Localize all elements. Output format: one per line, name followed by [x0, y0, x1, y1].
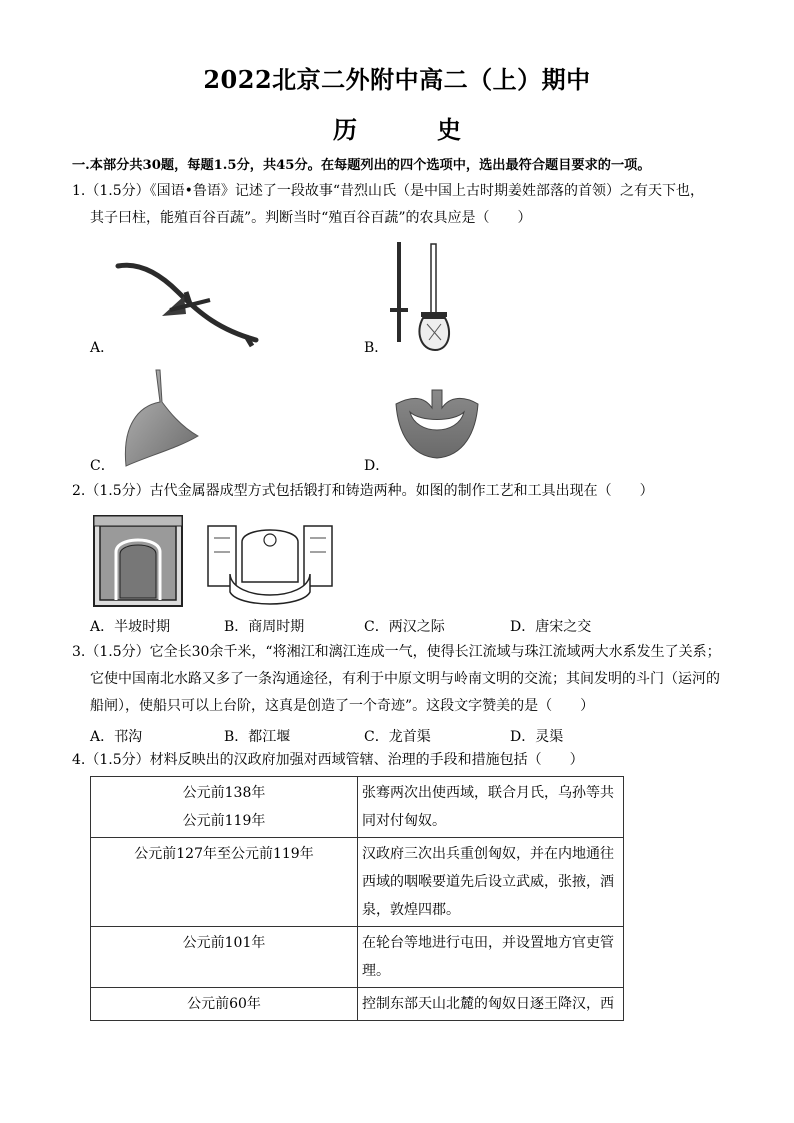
table-row — [91, 927, 624, 988]
question-4-text: 4.（1.5分）材料反映出的汉政府加强对西域管辖、治理的手段和措施包括（ ） — [72, 752, 584, 768]
question-4 — [72, 747, 732, 774]
table-row — [91, 838, 624, 927]
question-1 — [72, 178, 732, 232]
question-1-line-1: 1.（1.5分）《国语•鲁语》记述了一段故事“昔烈山氏（是中国上古时期姜姓部落的首领）之有天下也， — [72, 183, 705, 199]
date-cell: 公元前101年 — [91, 927, 358, 988]
event-cell: 张骞两次出使西域，联合月氏，乌孙等共同对付匈奴。 — [358, 777, 624, 838]
table-row — [91, 988, 624, 1021]
plough-image — [110, 252, 270, 352]
event-cell: 在轮台等地进行屯田，并设置地方官吏管理。 — [358, 927, 624, 988]
bronze-casting-image — [202, 512, 338, 610]
option-b[interactable]: B．商周时期 — [224, 619, 305, 635]
table-row — [91, 777, 624, 838]
dibble-image — [385, 240, 465, 355]
option-c[interactable]: C．龙首渠 — [364, 729, 431, 745]
question-2-options — [90, 616, 730, 636]
question-3-options — [90, 726, 730, 746]
question-3 — [72, 639, 732, 720]
event-cell: 控制东部天山北麓的匈奴日逐王降汉，西 — [358, 988, 624, 1021]
option-d-label: D． — [364, 458, 390, 474]
question-3-line-2: 它使中国南北水路又多了一条沟通途径，有利于中原文明与岭南文明的交流；其间发明的斗门（运河的 — [90, 671, 720, 687]
option-c[interactable]: C．两汉之际 — [364, 619, 445, 635]
option-a[interactable]: A．邗沟 — [90, 729, 143, 745]
date-cell: 公元前60年 — [91, 988, 358, 1021]
option-d[interactable]: D．唐宋之交 — [510, 619, 592, 635]
history-table — [90, 776, 624, 1021]
question-3-line-3: 船闸），使船只可以上台阶，这真是创造了一个奇迹”。这段文字赞美的是（ ） — [90, 698, 595, 714]
option-b[interactable]: B．都江堰 — [224, 729, 291, 745]
option-b-label: B． — [364, 340, 389, 356]
question-3-line-1: 3.（1.5分）它全长30余千米，“将湘江和漓江连成一气，使得长江流域与珠江流域两大水系发生了关系； — [72, 644, 721, 660]
date-cell: 公元前138年 公元前119年 — [91, 777, 358, 838]
question-2 — [72, 478, 732, 505]
casting-mould-image — [90, 512, 186, 610]
plough-share-image — [118, 366, 208, 470]
question-2-text: 2.（1.5分）古代金属器成型方式包括锻打和铸造两种。如图的制作工艺和工具出现在（ ） — [72, 483, 654, 499]
option-c-label: C． — [90, 458, 115, 474]
exam-title: 2022北京二外附中高二（上）期中 — [203, 65, 591, 94]
option-a[interactable]: A．半坡时期 — [90, 619, 171, 635]
section-instructions: 一.本部分共30题，每题1.5分，共45分。在每题列出的四个选项中，选出最符合题目要求的一项。 — [72, 158, 651, 173]
hoe-head-image — [392, 386, 482, 462]
option-a-label: A． — [90, 340, 115, 356]
exam-subject: 历 史 — [333, 115, 489, 144]
option-d[interactable]: D．灵渠 — [510, 729, 564, 745]
event-cell: 汉政府三次出兵重创匈奴，并在内地通往西域的咽喉要道先后设立武威，张掖，酒泉，敦煌四郡。 — [358, 838, 624, 927]
date-cell: 公元前127年至公元前119年 — [91, 838, 358, 927]
question-1-line-2: 其子曰柱，能殖百谷百蔬”。判断当时“殖百谷百蔬”的农具应是（ ） — [90, 210, 532, 226]
